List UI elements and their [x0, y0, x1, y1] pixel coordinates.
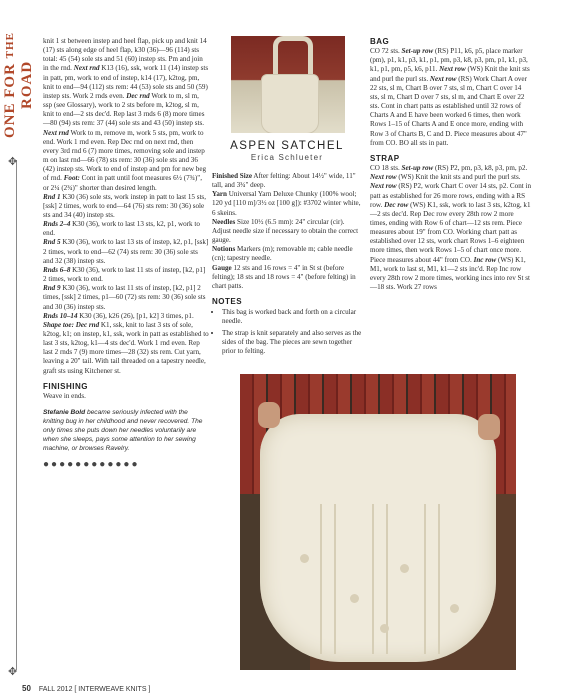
notes-list — [212, 308, 362, 356]
paragraph — [212, 190, 362, 217]
bobble-shape — [350, 594, 359, 603]
step-text: K30 (36), work to last 13 sts, k2, p1, work to end. — [43, 220, 200, 238]
paragraph — [43, 220, 209, 238]
dot-ornament: ●●●●●●●●●●●● — [43, 458, 140, 470]
section-heading: FINISHING — [43, 381, 88, 391]
column-middle — [212, 172, 362, 358]
paragraph — [212, 264, 362, 291]
paragraph — [43, 37, 209, 193]
designer-name: Erica Schlueter — [250, 153, 324, 162]
column-right — [370, 37, 532, 292]
step-heading: Next row — [429, 74, 457, 83]
paragraph — [212, 245, 362, 263]
finishing-text: Weave in ends. — [43, 391, 86, 400]
step-heading: Rnds 2–4 — [43, 220, 71, 229]
magazine-label: [ INTERWEAVE KNITS ] — [74, 686, 151, 693]
paragraph — [212, 218, 362, 245]
cable-shape — [320, 504, 336, 654]
bobble-shape — [400, 564, 409, 573]
step-heading: Foot: — [63, 174, 80, 183]
spec-text: Size 10½ (6.5 mm): 24" circular (cir). Adjust needle size if necessary to obtain the correct gauge. — [212, 217, 359, 245]
felted-bag-shape — [260, 414, 496, 662]
spec-heading: Notions — [212, 245, 236, 254]
step-text: (RS) P2, pm, p3, k8, p3, pm, p2. — [433, 164, 528, 173]
step-text: K30 (36), work to last 13 sts of instep, k2, p1, [ssk] 2 times, work to end—62 (74) sts rem: 30 (36) sole sts and 32 (38) instep sts. — [43, 238, 209, 265]
paragraph — [370, 47, 532, 148]
page-number: 50 — [22, 684, 31, 693]
section-title — [2, 20, 35, 150]
cable-shape — [424, 504, 440, 654]
bio-name: Stefanie Bold — [43, 409, 86, 417]
spec-heading: Yarn — [212, 190, 227, 199]
step-text: (WS) K1, M1, work to last st, M1, k1—2 sts inc'd. Rep Inc row every 28th row 2 more times, working incs into rev St st—18 sts. Work 27 rows — [370, 255, 530, 292]
paragraph — [212, 172, 362, 190]
step-text: K30 (36), k26 (26), [p1, k2] 3 times, p1. — [77, 311, 194, 320]
hand-shape — [478, 414, 500, 440]
section-heading: NOTES — [212, 297, 243, 307]
issue-label: FALL 2012 — [38, 686, 73, 693]
step-text: (RS) Work Chart A over 22 sts, sl m, Chart B over 7 sts, sl m, Chart C over 14 sts, sl m, Chart D over 7 sts, sl m, and Chart E over 22 sts. Cont in chart patts as established until 32 rows of Charts A and E have been worked 6 times, then work Rows 1–15 of Charts A and E once more, ending with Row 3 of Charts B, C and D. Piece measures about 47" from CO. BO all sts in patt. — [370, 74, 527, 147]
step-text: Work to m, sl m, ssp (see Glossary), work to 2 sts before m, k2tog, sl m, knit to end—2 sts dec'd. Rep last 3 rnds 6 (8) more times—80 (94) sts rem: 37 (44) sole sts and 43 (50) instep sts. — [43, 91, 205, 128]
hand-shape — [258, 402, 280, 428]
pattern-title: ASPEN SATCHEL — [230, 140, 344, 152]
bobble-shape — [380, 624, 389, 633]
column-left — [43, 37, 209, 469]
step-text: K30 (36), work to last 11 sts of instep, [k2, p1] 2 times, [ssk] 2 times, p1—60 (72) sts rem: 30 (36) sole sts and 30 (36) instep sts. — [43, 284, 206, 311]
step-heading: Dec row — [384, 200, 409, 209]
spec-heading: Finished Size — [212, 172, 253, 180]
step-text: (WS) Knit the knit sts and purl the purl sts. — [370, 65, 530, 83]
step-text: CO 18 sts. — [370, 164, 402, 173]
step-text: K30 (36) sole sts, work instep in patt to last 15 sts, [ssk] 2 times, work to end—64 (76) sts rem: 30 (36) sole sts and 34 (40) instep sts. — [43, 192, 206, 219]
bobble-shape — [300, 554, 309, 563]
sidebar — [0, 0, 35, 700]
text-intro: knit 1 st between instep and heel flap, pick up and knit 14 (17) sts along edge of heel flap, k30 (36)—96 (114) sts total: 45 (54) sole sts and 51 (60) instep sts. Pm and join in the rnd. — [43, 37, 207, 73]
spec-text: Markers (m); removable m; cable needle (cn); tapestry needle. — [212, 245, 353, 263]
spec-text: Universal Yarn Deluxe Chunky (100% wool; 120 yd [110 m]/3½ oz [100 g]): #3702 winter white, 6 skeins. — [212, 190, 361, 217]
step-heading: Dec rnd — [126, 91, 150, 100]
step-text: K1, ssk, knit to last 3 sts of sole, k2tog, k1; on instep, k1, ssk, work in patt as established to last 3 sts, k2tog, k1—4 sts dec'd. Work 1 rnd even. Rep last 2 rnds 7 (9) more times—28 (32) sts rem. Cut yarn, leaving a 20" tail. With tail threaded on a tapestry needle, graft sts using Kitchener st. — [43, 320, 209, 375]
satchel-photo-large — [240, 374, 516, 670]
ornament-icon: ✥ — [8, 666, 18, 678]
paragraph — [43, 238, 209, 265]
bobble-shape — [450, 604, 459, 613]
satchel-photo-small — [231, 36, 345, 133]
step-heading: Next row — [370, 182, 397, 191]
step-text: Work to m, remove m, work 5 sts, pm, work to end. Work 1 rnd even. Rep Dec rnd on next rnd, then every 3rd rnd 6 (7) more times, removing sole and instep m on last rnd—66 (78) sts rem: 30 (36) sole sts and 36 (42) instep sts. Work to end of instep and pm for new beg of rnd. — [43, 128, 207, 183]
step-text: CO 72 sts. — [370, 47, 402, 56]
step-heading: Inc row — [473, 255, 497, 264]
spec-heading: Gauge — [212, 263, 232, 272]
sidebar-rule — [16, 160, 17, 670]
list-item: • The strap is knit separately and also serves as the sides of the bag. The pieces are sewn together prior to felting. — [222, 329, 362, 356]
designer-bio — [43, 409, 209, 454]
section-title-a: ONE FOR — [2, 63, 18, 138]
step-text: (RS) P2, work Chart C over 14 sts, p2. Cont in patt as established for 26 more rows, ending with a RS row. — [370, 182, 531, 209]
step-heading: Rnd 9 — [43, 284, 61, 293]
section-title-c: ROAD — [19, 60, 35, 110]
step-text: K30 (36), work to last 11 sts of instep, [k2, p1] 2 times, work to end. — [43, 265, 206, 284]
step-heading: Rnd 1 — [43, 192, 61, 201]
step-heading: Next row — [439, 65, 466, 74]
step-text: (WS) K1, ssk, work to last 3 sts, k2tog, k1—2 sts dec'd. Rep Dec row every 28th row 2 more times, ending with Row 6 of chart—12 sts rem. Piece measures about 19" from CO. Working chart patt as established over 12 sts, work chart Rows 1–6 eighteen more times, then work Rows 1–5 of chart once more. Piece measures about 44" from CO. — [370, 200, 531, 264]
step-text: (WS) Knit the knit sts and purl the purl sts. — [396, 173, 521, 182]
step-text: (RS) P11, k6, p5, place marker (pm), p1, k1, p3, k1, p1, pm, p3, k8, p3, pm, p1, k1, p3, k1, p1, pm, p5, k6, p11. — [370, 47, 528, 74]
list-item: • This bag is worked back and forth on a circular needle. — [222, 308, 362, 326]
bio-text: became seriously infected with the knitting bug in her childhood and never recovered. The only times she puts down her needles voluntarily are when she sleeps, pays some attention to her sewing machine, or browses Ravelry. — [43, 409, 203, 452]
section-heading: BAG — [370, 37, 390, 46]
step-heading: Next rnd — [73, 64, 100, 73]
step-text: Cont in patt until foot measures 6½ (7¾)", or 2¼ (2¾)" shorter than desired length. — [43, 174, 202, 192]
step-heading: Rnds 6–8 — [43, 265, 71, 274]
step-heading: Rnds 10–14 — [43, 311, 78, 320]
step-heading: Next rnd — [43, 128, 69, 137]
spec-text: After felting: About 14½" wide, 11" tall, and 3¾" deep. — [212, 172, 356, 190]
paragraph — [370, 164, 532, 292]
step-heading: Next row — [370, 173, 397, 182]
bag-shape — [261, 74, 319, 133]
step-text: K13 (16), ssk, work 11 (14) instep sts in patt, pm, work to end of instep, k14 (17), k2tog, pm, knit to end—94 (112) sts rem: 44 (53) sole sts and 50 (59) instep sts. Work 2 rnds even. — [43, 64, 209, 100]
paragraph — [43, 284, 209, 311]
paragraph — [43, 193, 209, 220]
step-heading: Shape toe: Dec rnd — [43, 320, 100, 329]
section-title-b: THE — [4, 32, 16, 59]
step-heading: Set-up row — [401, 47, 434, 56]
page-footer — [22, 684, 150, 693]
paragraph — [43, 312, 209, 321]
paragraph — [43, 321, 209, 376]
section-heading: STRAP — [370, 153, 400, 163]
ornament-icon: ✥ — [8, 156, 18, 168]
spec-text: 12 sts and 16 rows = 4" in St st (before felting); 18 sts and 18 rows = 4" (before felting) in chart patts. — [212, 263, 356, 290]
step-heading: Rnd 5 — [43, 238, 61, 247]
step-heading: Set-up row — [401, 164, 434, 173]
spec-heading: Needles — [212, 217, 236, 226]
paragraph — [43, 266, 209, 284]
